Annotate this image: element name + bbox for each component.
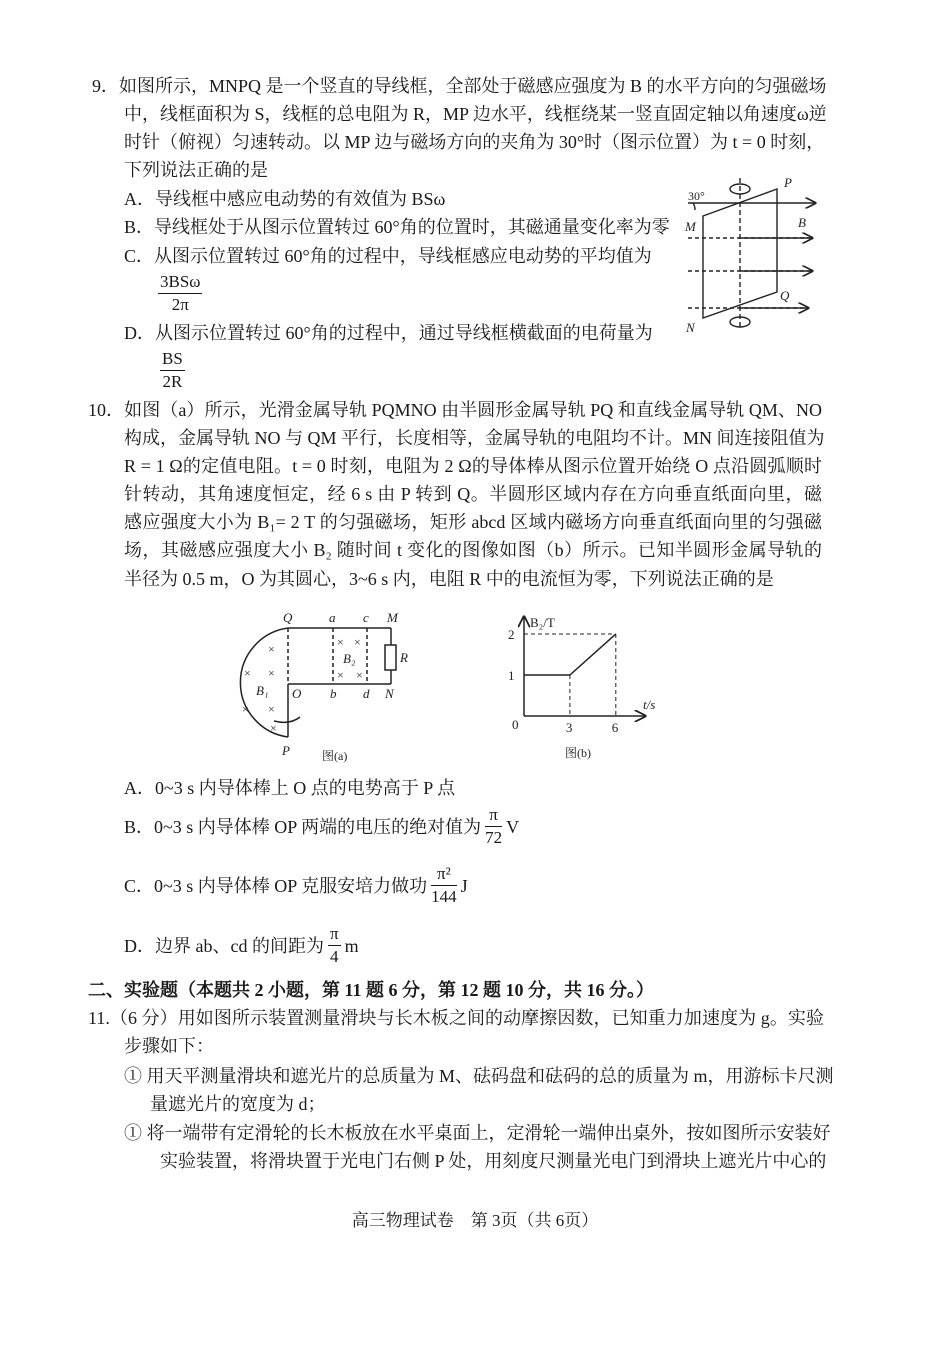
label-p: P [784, 175, 792, 190]
origin-label: 0 [512, 717, 519, 732]
q10-option-b-row [124, 804, 519, 849]
label-o: O [292, 686, 302, 701]
rotation-arrow-icon [274, 717, 300, 722]
denominator: 2R [162, 372, 183, 391]
q10-option-c: C．0~3 s 内导体棒 OP 克服安培力做功 [124, 875, 428, 896]
label-q: Q [283, 610, 293, 625]
q10-option-b-fraction [485, 804, 502, 849]
denominator: 4 [330, 947, 339, 966]
q10-stem-line: 10．如图（a）所示，光滑金属导轨 PQMNO 由半圆形金属导轨 PQ 和直线金属导轨 QM、NO [88, 400, 822, 420]
label-d: d [363, 686, 370, 701]
q11-step-line: 量遮光片的宽度为 d； [150, 1094, 326, 1114]
q10-option-d-row [124, 923, 359, 968]
label-angle: 30° [688, 189, 705, 203]
svg-text:×: × [268, 702, 275, 716]
q9-option-b: B．导线框处于从图示位置转过 60°角的位置时，其磁通量变化率为零 [124, 217, 670, 237]
resistor-r [385, 645, 396, 670]
numerator: π² [431, 863, 457, 886]
q10-stem-line: 感应强度大小为 B₁= 2 T 的匀强磁场，矩形 abcd 区域内磁场方向垂直纸面向里的匀强磁 [124, 512, 822, 532]
q9-option-c: C．从图示位置转过 60°角的过程中，导线框感应电动势的平均值为 [124, 246, 652, 266]
section-heading: 二、实验题（本题共 2 小题，第 11 题 6 分，第 12 题 10 分，共 16 分。） [88, 980, 655, 1000]
q10-option-b: B．0~3 s 内导体棒 OP 两端的电压的绝对值为 [124, 816, 482, 837]
label-m: M [387, 610, 398, 625]
label-r: R [400, 650, 408, 665]
label-m: M [685, 219, 696, 234]
svg-text:×: × [270, 721, 277, 735]
q9-option-c-fraction [158, 271, 202, 316]
q9-stem-line: 下列说法正确的是 [124, 160, 268, 180]
q11-stem-line: 11.（6 分）用如图所示装置测量滑块与长木板之间的动摩擦因数，已知重力加速度为 g。实验 [88, 1008, 824, 1028]
numerator: 3BSω [158, 271, 202, 294]
svg-text:×: × [268, 642, 275, 656]
y-tick-label: 1 [508, 668, 515, 683]
label-b1: B₁ [256, 683, 269, 698]
svg-text:×: × [244, 666, 251, 680]
label-q: Q [780, 288, 790, 303]
q10-option-d-fraction [328, 923, 341, 968]
label-n: N [686, 320, 695, 335]
q10-stem-line: 场，其磁感应强度大小 B₂ 随时间 t 变化的图像如图（b）所示。已知半圆形金属导轨的 [124, 540, 822, 560]
unit: m [344, 935, 359, 956]
q10-stem-line: 构成，金属导轨 NO 与 QM 平行，长度相等，金属导轨的电阻均不计。MN 间连接阻值为 [124, 428, 825, 448]
x-tick-label: 6 [611, 720, 619, 735]
denominator: 72 [485, 828, 503, 847]
label-n: N [385, 686, 394, 701]
q10-stem-line: R = 1 Ω的定值电阻。t = 0 时刻，电阻为 2 Ω的导体棒从图示位置开始绕 O 点沿圆弧顺时 [124, 456, 822, 476]
q10-figure-a [230, 605, 430, 765]
q10-option-d: D．边界 ab、cd 的间距为 [124, 935, 324, 956]
q10-option-c-row [124, 863, 468, 908]
q9-stem-line: 9．如图所示，MNPQ 是一个竖直的导线框，全部处于磁感应强度为 B 的水平方向的匀强磁场 [92, 76, 827, 96]
label-c: c [363, 610, 369, 625]
figure-caption: 图(b) [565, 746, 591, 760]
numerator: BS [160, 348, 185, 371]
unit: J [460, 875, 468, 896]
q9-stem-line: 中，线框面积为 S，线框的总电阻为 R，MP 边水平，线框绕某一竖直固定轴以角速度ω逆 [124, 104, 827, 124]
q11-step-line: ① 用天平测量滑块和遮光片的总质量为 M、砝码盘和砝码的总的质量为 m，用游标卡尺测 [124, 1066, 834, 1086]
q10-figure-b-graph [495, 605, 670, 765]
svg-text:×: × [242, 702, 249, 716]
q9-option-d-fraction [160, 348, 185, 393]
q9-wire-frame-figure [680, 170, 830, 340]
x-axis-label: t/s [643, 697, 656, 712]
svg-text:×: × [268, 666, 275, 680]
denominator: 2π [171, 295, 189, 314]
q10-option-c-fraction [431, 863, 457, 908]
numerator: π [328, 923, 341, 946]
b2-line [524, 634, 616, 675]
svg-text:×: × [354, 635, 361, 649]
label-b2: B₂ [343, 651, 356, 666]
y-axis-label: B₂/T [530, 615, 555, 630]
q11-step-line: ① 将一端带有定滑轮的长木板放在水平桌面上，定滑轮一端伸出桌外，按如图所示安装好 [124, 1123, 831, 1143]
q9-option-a: A．导线框中感应电动势的有效值为 BSω [124, 189, 446, 209]
svg-text:×: × [337, 635, 344, 649]
q11-step-line: 实验装置，将滑块置于光电门右侧 P 处，用刻度尺测量光电门到滑块上遮光片中心的 [160, 1151, 827, 1171]
svg-text:×: × [337, 668, 344, 682]
label-p: P [282, 743, 290, 758]
q10-stem-line: 针转动，其角速度恒定，经 6 s 由 P 转到 Q。半圆形区域内存在方向垂直纸面向里，磁 [124, 484, 822, 504]
page-footer: 高三物理试卷 第 3页（共 6页） [351, 1211, 599, 1230]
unit: V [506, 816, 520, 837]
x-tick-label: 3 [565, 720, 573, 735]
denominator: 144 [431, 887, 457, 906]
label-b: b [330, 686, 337, 701]
svg-text:×: × [356, 668, 363, 682]
q10-option-a: A．0~3 s 内导体棒上 O 点的电势高于 P 点 [124, 778, 456, 798]
label-a: a [329, 610, 336, 625]
label-b: B [798, 215, 806, 230]
numerator: π [485, 804, 502, 827]
figure-caption: 图(a) [322, 749, 348, 763]
q11-stem-line: 步骤如下： [124, 1036, 214, 1056]
q9-option-d: D．从图示位置转过 60°角的过程中，通过导线框横截面的电荷量为 [124, 323, 653, 343]
q9-stem-line: 时针（俯视）匀速转动。以 MP 边与磁场方向的夹角为 30°时（图示位置）为 t = 0 时刻， [124, 132, 825, 152]
q10-stem-line: 半径为 0.5 m，O 为其圆心，3~6 s 内，电阻 R 中的电流恒为零，下列说法正确的是 [124, 569, 774, 589]
y-tick-label: 2 [508, 627, 515, 642]
